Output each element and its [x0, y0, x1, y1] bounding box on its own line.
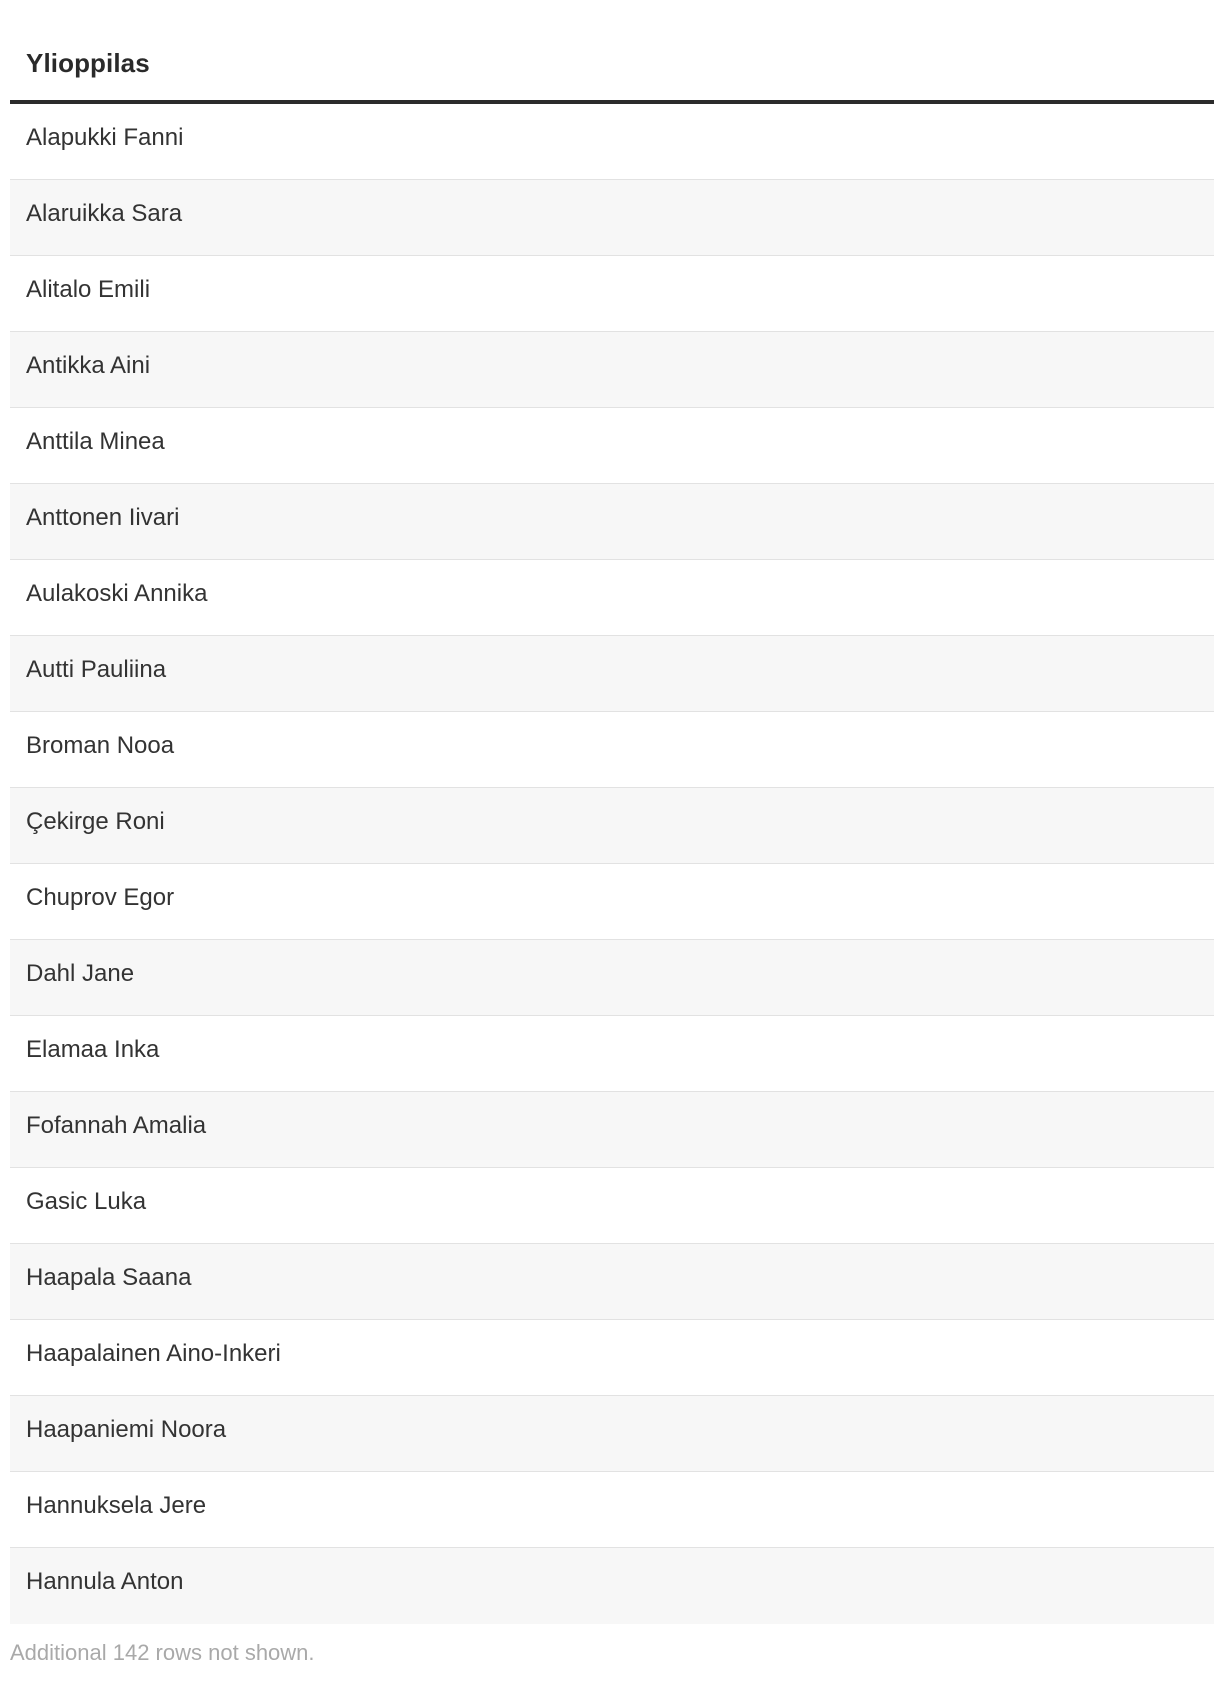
student-name-cell: Hannuksela Jere — [26, 1491, 207, 1519]
student-name-cell: Aulakoski Annika — [26, 579, 208, 607]
student-name-cell: Haapala Saana — [26, 1263, 192, 1291]
student-name-cell: Haapaniemi Noora — [26, 1415, 227, 1443]
table-row — [10, 256, 1214, 332]
table-row — [10, 1092, 1214, 1168]
rows-not-shown-note: Additional 142 rows not shown. — [10, 1640, 315, 1665]
student-name-cell: Dahl Jane — [26, 959, 135, 987]
table-row — [10, 408, 1214, 484]
table-row — [10, 1472, 1214, 1548]
student-name-cell: Anttonen Iivari — [26, 503, 180, 531]
student-name-cell: Autti Pauliina — [26, 655, 167, 683]
student-name-cell: Elamaa Inka — [26, 1035, 160, 1063]
table-row — [10, 864, 1214, 940]
table-row — [10, 180, 1214, 256]
student-name-cell: Hannula Anton — [26, 1568, 184, 1595]
table-row — [10, 1320, 1214, 1396]
table-row — [10, 1168, 1214, 1244]
table-row — [10, 104, 1214, 180]
student-name-cell: Gasic Luka — [26, 1187, 147, 1215]
table-row — [10, 332, 1214, 408]
student-name-cell: Alapukki Fanni — [26, 123, 184, 151]
student-name-cell: Broman Nooa — [26, 731, 175, 759]
table-row — [10, 1016, 1214, 1092]
table-row — [10, 636, 1214, 712]
student-table — [10, 0, 1214, 1624]
table-row — [10, 940, 1214, 1016]
table-row — [10, 560, 1214, 636]
student-name-cell: Alaruikka Sara — [26, 199, 183, 227]
student-name-cell: Alitalo Emili — [26, 275, 151, 303]
student-name-cell: Fofannah Amalia — [26, 1111, 207, 1139]
table-row — [10, 484, 1214, 560]
table-row — [10, 712, 1214, 788]
table-body — [10, 104, 1214, 1624]
student-name-cell: Antikka Aini — [26, 351, 151, 379]
student-name-cell: Anttila Minea — [26, 427, 165, 455]
table-row — [10, 1548, 1214, 1624]
table-row — [10, 1244, 1214, 1320]
table-row — [10, 1396, 1214, 1472]
table-header — [10, 0, 1214, 104]
table-row — [10, 788, 1214, 864]
student-name-cell: Çekirge Roni — [26, 807, 165, 835]
student-name-cell: Chuprov Egor — [26, 883, 175, 911]
student-name-cell: Haapalainen Aino-Inkeri — [26, 1339, 281, 1367]
column-header-ylioppilas[interactable]: Ylioppilas — [26, 47, 150, 78]
